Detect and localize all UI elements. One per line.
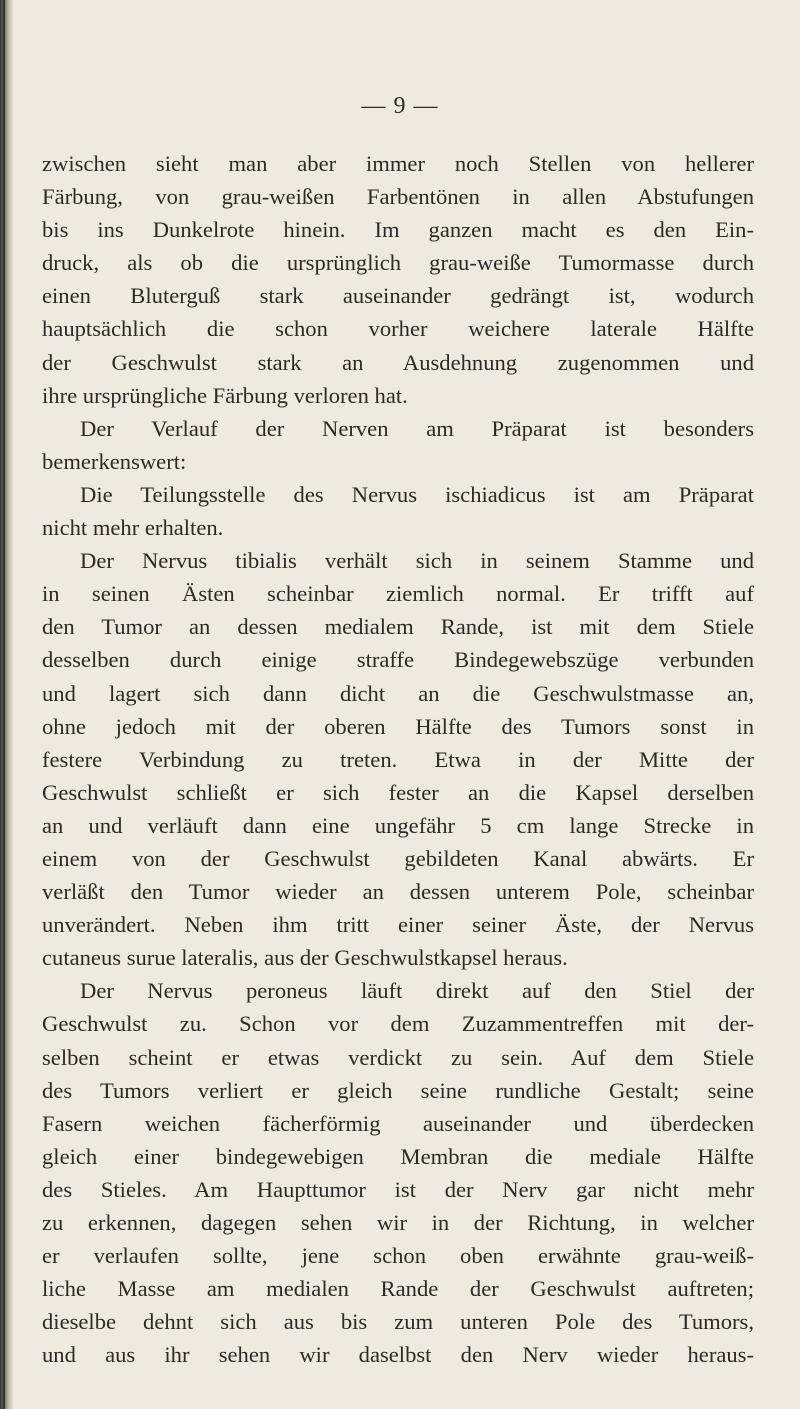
text-line: Der Nervus tibialis verhält sich in seinem Stamme und — [80, 548, 754, 574]
text-line: druck, als ob die ursprünglich grau-weiße Tumormasse durch — [42, 250, 754, 276]
text-line: an und verläuft dann eine ungefähr 5 cm lange Strecke in — [42, 812, 754, 838]
text-line: selben scheint er etwas verdickt zu sein. Auf dem Stiele — [42, 1044, 754, 1070]
body-text — [42, 147, 754, 1371]
text-line: nicht mehr erhalten. — [42, 515, 224, 541]
text-line: festere Verbindung zu treten. Etwa in der Mitte der — [42, 746, 754, 772]
text-line: bis ins Dunkelrote hinein. Im ganzen macht es den Ein- — [42, 217, 754, 243]
text-line: in seinen Ästen scheinbar ziemlich normal. Er trifft auf — [42, 581, 754, 607]
text-line: einen Bluterguß stark auseinander gedrängt ist, wodurch — [42, 283, 754, 309]
text-line: des Stieles. Am Haupttumor ist der Nerv gar nicht mehr — [42, 1176, 754, 1202]
page-number: — 9 — — [361, 93, 439, 119]
text-line: Der Nervus peroneus läuft direkt auf den Stiel der — [80, 978, 754, 1004]
text-line: liche Masse am medialen Rande der Geschwulst auftreten; — [42, 1276, 754, 1302]
text-line: Fasern weichen fächerförmig auseinander und überdecken — [42, 1110, 754, 1136]
text-line: dieselbe dehnt sich aus bis zum unteren Pole des Tumors, — [42, 1309, 754, 1335]
text-line: bemerkenswert: — [42, 448, 187, 474]
text-line: Die Teilungsstelle des Nervus ischiadicus ist am Präparat — [80, 481, 754, 507]
text-line: gleich einer bindegewebigen Membran die mediale Hälfte — [42, 1143, 754, 1169]
text-line: desselben durch einige straffe Bindegewebszüge verbunden — [42, 647, 754, 673]
text-line: den Tumor an dessen medialem Rande, ist mit dem Stiele — [42, 614, 754, 640]
text-line: ihre ursprüngliche Färbung verloren hat. — [42, 382, 408, 408]
text-line: einem von der Geschwulst gebildeten Kanal abwärts. Er — [42, 845, 754, 871]
text-line: Geschwulst zu. Schon vor dem Zuzammentreffen mit der- — [42, 1011, 754, 1037]
text-line: der Geschwulst stark an Ausdehnung zugenommen und — [42, 349, 754, 375]
text-line: ohne jedoch mit der oberen Hälfte des Tumors sonst in — [42, 713, 754, 739]
text-line: cutaneus surue lateralis, aus der Geschwulstkapsel heraus. — [42, 945, 568, 971]
text-line: er verlaufen sollte, jene schon oben erwähnte grau-weiß- — [42, 1243, 754, 1269]
text-line: zwischen sieht man aber immer noch Stellen von hellerer — [42, 151, 754, 176]
text-line: des Tumors verliert er gleich seine rundliche Gestalt; seine — [42, 1077, 754, 1103]
text-line: hauptsächlich die schon vorher weichere laterale Hälfte — [42, 316, 754, 342]
text-line: und lagert sich dann dicht an die Geschwulstmasse an, — [42, 680, 754, 706]
page-binding-line — [3, 0, 5, 1409]
text-line: zu erkennen, dagegen sehen wir in der Richtung, in welcher — [42, 1210, 754, 1235]
text-line: unverändert. Neben ihm tritt einer seiner Äste, der Nervus — [42, 912, 754, 938]
text-line: Geschwulst schließt er sich fester an die Kapsel derselben — [42, 779, 754, 805]
text-line: verläßt den Tumor wieder an dessen unterem Pole, scheinbar — [42, 879, 754, 905]
text-line: Der Verlauf der Nerven am Präparat ist besonders — [80, 415, 754, 441]
text-line: Färbung, von grau-weißen Farbentönen in allen Abstufungen — [42, 184, 754, 210]
text-line: und aus ihr sehen wir daselbst den Nerv wieder heraus- — [42, 1342, 754, 1368]
